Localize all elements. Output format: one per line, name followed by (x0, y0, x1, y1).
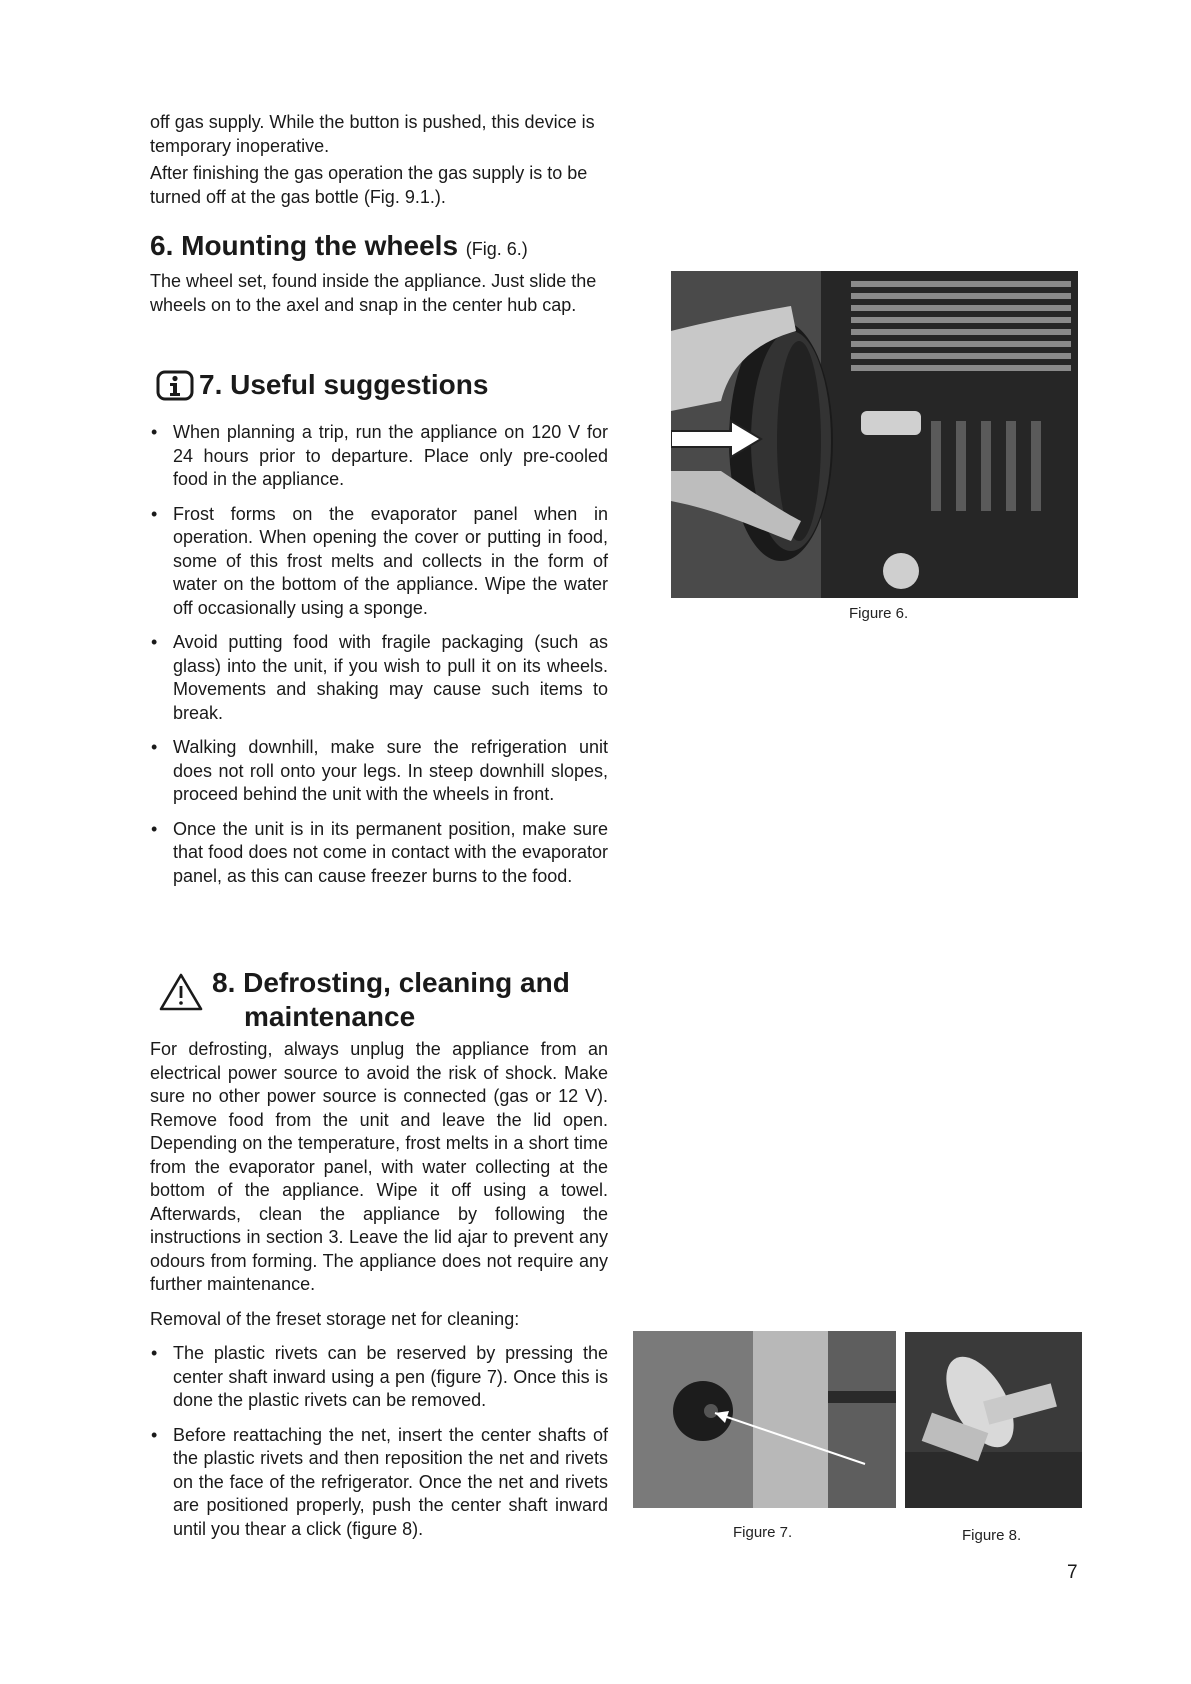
section-7-heading (156, 368, 608, 402)
section-8-title (212, 966, 570, 1034)
info-icon (156, 370, 194, 401)
section-6-title: 6. Mounting the wheels (150, 230, 459, 261)
section-8-removal-intro: Removal of the freset storage net for cleaning: (150, 1308, 520, 1329)
section-8-title-line-1: 8. Defrosting, cleaning and (212, 967, 570, 998)
section-8-title-line-2: maintenance (244, 1001, 416, 1032)
intro-block (150, 111, 608, 209)
section-7 (150, 368, 608, 899)
intro-paragraph-1: off gas supply. While the button is pushed, this device is temporary inoperative. (150, 112, 595, 156)
section-6-body: The wheel set, found inside the appliance. Just slide the wheels on to the axel and snap in the center hub cap. (150, 271, 597, 315)
section-7-title: 7. Useful suggestions (199, 369, 489, 400)
section-7-list (150, 421, 608, 888)
page-number: 7 (1067, 1562, 1078, 1583)
list-item: • Avoid putting food with fragile packaging (such as glass) into the unit, if you wish to pull it on its wheels. Movements and shaking may cause such items to break. (150, 631, 608, 725)
list-item: • Once the unit is in its permanent position, make sure that food does not come in contact with the evaporator panel, as this can cause freezer burns to the food. (150, 818, 608, 889)
section-6-heading (150, 229, 608, 266)
figure-8-photo (905, 1332, 1082, 1508)
section-8 (150, 966, 608, 1552)
list-item: • Before reattaching the net, insert the center shafts of the plastic rivets and then reposition the net and rivets on the face of the refrigerator. Once the net and rivets are positioned properly, push the center shaft inward until you thear a click (figure 8). (150, 1424, 608, 1542)
list-item: • Walking downhill, make sure the refrigeration unit does not roll onto your legs. In steep downhill slopes, proceed behind the unit with the wheels in front. (150, 736, 608, 807)
section-8-heading (150, 966, 608, 1036)
list-item: • Frost forms on the evaporator panel when in operation. When opening the cover or putting in food, some of this frost melts and collects in the form of water on the bottom of the appliance. Wipe the water off occasionally using a sponge. (150, 503, 608, 621)
figure-6-photo (671, 271, 1078, 598)
section-6-figure-ref: (Fig. 6.) (465, 239, 528, 259)
figure-7-caption: Figure 7. (733, 1524, 793, 1541)
section-6 (150, 229, 608, 317)
section-8-body: For defrosting, always unplug the appliance from an electrical power source to avoid the risk of shock. Make sure no other power source is connected (gas or 12 V). Remove food from the unit and leave the lid open. Depending on the temperature, frost melts in a short time from the evaporator panel, with water collecting at the bottom of the appliance. Wipe it off using a towel. Afterwards, clean the appliance by following the instructions in section 3. Leave the lid ajar to prevent any odours from forming. The appliance does not require any further maintenance. (150, 1039, 608, 1294)
intro-paragraph-2: After finishing the gas operation the gas supply is to be turned off at the gas bottle (Fig. 9.1.). (150, 163, 588, 207)
figure-6-caption: Figure 6. (849, 605, 909, 622)
list-item: • When planning a trip, run the appliance on 120 V for 24 hours prior to departure. Place only pre-cooled food in the appliance. (150, 421, 608, 492)
list-item: • The plastic rivets can be reserved by pressing the center shaft inward using a pen (figure 7). Once this is done the plastic rivets can be removed. (150, 1342, 608, 1413)
figure-7-photo (633, 1331, 896, 1508)
section-8-list (150, 1342, 608, 1541)
warning-triangle-icon (158, 972, 204, 1019)
figure-8-caption: Figure 8. (962, 1527, 1022, 1544)
